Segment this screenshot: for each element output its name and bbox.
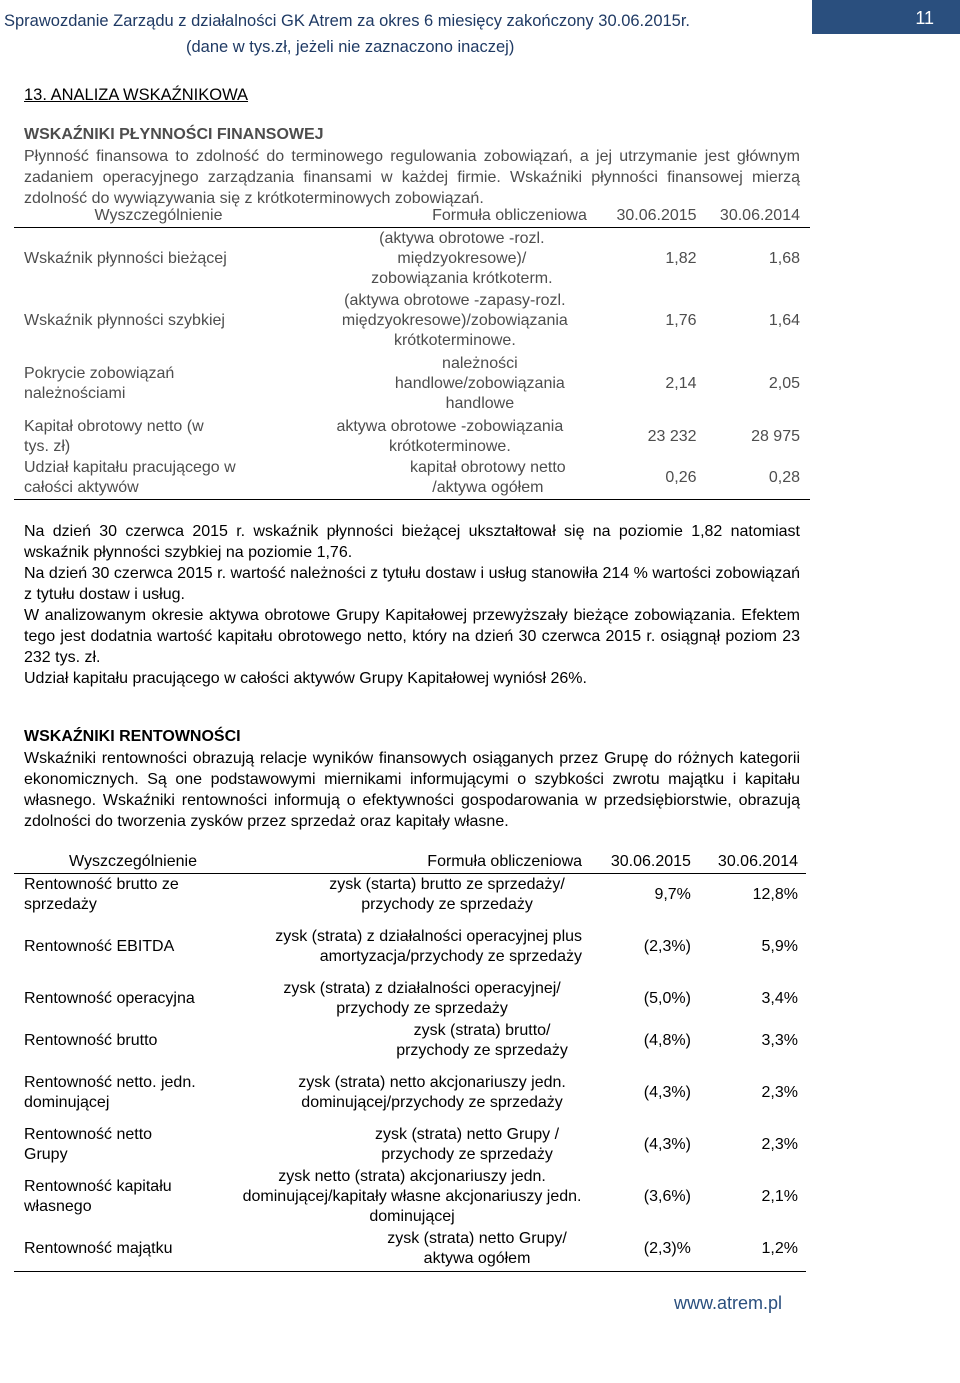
- row-label-text: Rentowność netto. jedn. dominującej: [24, 1073, 196, 1111]
- value-2015: (4,3%): [643, 1135, 691, 1153]
- value-2014: 2,3%: [761, 1135, 798, 1153]
- value-2015: 1,76: [665, 311, 697, 329]
- value-2014: 5,9%: [761, 937, 798, 955]
- value-2015: (3,6%): [643, 1187, 691, 1205]
- row-label-text: Pokrycie zobowiązań należnościami: [24, 364, 175, 402]
- row-label: Rentowność majątku: [14, 1228, 242, 1272]
- report-units-note: (dane w tys.zł, jeżeli nie zaznaczono inaczej): [186, 38, 515, 56]
- row-formula: [293, 290, 587, 352]
- header-cell: 30.06.2015: [587, 205, 697, 228]
- row-label: [14, 1124, 242, 1166]
- value-2014: 2,05: [768, 374, 800, 392]
- value-2014: 1,64: [768, 311, 800, 329]
- table-row: [14, 458, 810, 500]
- value-2015: 2,14: [665, 374, 697, 392]
- value-2014: 3,3%: [761, 1031, 798, 1049]
- row-label: Rentowność EBITDA: [24, 937, 175, 955]
- row-label: Rentowność brutto: [24, 1031, 158, 1049]
- table-row: [14, 290, 810, 352]
- row-formula: [242, 1124, 582, 1166]
- liquidity-summary-p1: Na dzień 30 czerwca 2015 r. wskaźnik płynności bieżącej ukształtował się na poziomie 1,82 natomiast wskaźnik płynności szybkiej na poziomie 1,76.: [24, 523, 800, 561]
- liquidity-summary-p3: W analizowanym okresie aktywa obrotowe Grupy Kapitałowej przewyższały bieżące zobowiązania. Efektem tego jest dodatnia wartość kapitału obrotowego netto, który na dzień 30 czerwca 2015 r. osiągnął poziom 23 232 tys. zł.: [24, 607, 800, 666]
- liquidity-heading: WSKAŹNIKI PŁYNNOŚCI FINANSOWEJ: [24, 126, 324, 143]
- table-row: [14, 874, 806, 916]
- table-row: [14, 1166, 806, 1228]
- header-cell: Formuła obliczeniowa: [242, 851, 582, 874]
- table-row: [14, 1062, 806, 1124]
- value-2014: 12,8%: [752, 885, 798, 903]
- page-header: [0, 0, 960, 66]
- value-2014: 2,3%: [761, 1083, 798, 1101]
- row-label: [14, 352, 293, 416]
- row-formula: [293, 228, 587, 290]
- table-row: [14, 1124, 806, 1166]
- liquidity-summary-p4: Udział kapitału pracującego w całości aktywów Grupy Kapitałowej wyniósł 26%.: [24, 670, 587, 687]
- table-row: [14, 228, 810, 290]
- row-formula: [293, 458, 587, 500]
- value-2014: 3,4%: [761, 989, 798, 1007]
- header-cell: 30.06.2015: [582, 851, 691, 874]
- value-2014: 1,2%: [691, 1228, 806, 1272]
- header-cell: Wyszczególnienie: [14, 205, 293, 228]
- row-formula: [293, 352, 587, 416]
- formula-text: (aktywa obrotowe -zapasy-rozl. międzyokresowe)/zobowiązania krótkoterminowe.: [341, 291, 568, 349]
- liquidity-intro-p2: Wskaźniki płynności finansowej mierzą zdolność do wywiązywania się z krótkoterminowych zobowiązań.: [24, 169, 800, 207]
- page-number-badge: [812, 0, 960, 34]
- liquidity-intro-p1: Płynność finansowa to zdolność do terminowego regulowania zobowiązań, a jej utrzymanie jest głównym zadaniem operacyjnego zarządzania finansami w każdej firmie.: [24, 148, 800, 186]
- row-label: Wskaźnik płynności szybkiej: [24, 311, 225, 329]
- page-number: 11: [915, 8, 934, 28]
- formula-text: zysk (strata) netto Grupy/ aktywa ogółem: [387, 1230, 567, 1268]
- formula-text: zysk (strata) netto akcjonariuszy jedn. dominującej/przychody ze sprzedaży: [298, 1073, 566, 1111]
- header-cell: 30.06.2014: [691, 851, 806, 874]
- row-label-text: Kapitał obrotowy netto (w tys. zł): [24, 417, 204, 455]
- formula-text: kapitał obrotowy netto /aktywa ogółem: [410, 459, 566, 497]
- table-header-row: [14, 205, 810, 228]
- row-formula: [242, 916, 582, 978]
- formula-text: aktywa obrotowe -zobowiązania krótkoterminowe.: [336, 417, 564, 455]
- header-cell: Formuła obliczeniowa: [293, 205, 587, 228]
- row-label-text: Rentowność brutto ze sprzedaży: [24, 875, 179, 913]
- row-label: [14, 416, 293, 458]
- formula-text: zysk (strata) brutto/ przychody ze sprzedaży: [396, 1021, 568, 1059]
- row-formula: [242, 874, 582, 916]
- value-2015: 0,26: [587, 458, 697, 500]
- table-row: [14, 1020, 806, 1062]
- row-label-text: Rentowność kapitału własnego: [24, 1177, 172, 1215]
- table-header-row: [14, 851, 806, 874]
- header-cell: 30.06.2014: [697, 205, 810, 228]
- row-formula: [242, 1228, 582, 1272]
- value-2014: 0,28: [697, 458, 810, 500]
- value-2015: (2,3%): [643, 937, 691, 955]
- row-formula: [242, 978, 582, 1020]
- row-label: [14, 458, 293, 500]
- footer-website-link[interactable]: www.atrem.pl: [674, 1293, 783, 1313]
- formula-text: zysk (starta) brutto ze sprzedaży/ przychody ze sprzedaży: [329, 875, 565, 913]
- row-formula: [242, 1062, 582, 1124]
- row-label: [14, 1062, 242, 1124]
- value-2015: 23 232: [647, 427, 697, 445]
- value-2014: 28 975: [751, 427, 800, 445]
- profitability-heading: WSKAŹNIKI RENTOWNOŚCI: [24, 728, 241, 745]
- formula-text: zysk netto (strata) akcjonariuszy jedn. dominującej/kapitały własne akcjonariuszy jedn. dominującej: [242, 1167, 582, 1225]
- formula-text: należności handlowe/zobowiązania handlowe: [394, 354, 565, 412]
- value-2015: (5,0%): [643, 989, 691, 1007]
- row-label: Rentowność operacyjna: [24, 989, 195, 1007]
- profitability-intro: Wskaźniki rentowności obrazują relacje wyników finansowych osiąganych przez Grupę do różnych kategorii ekonomicznych. Są one podstawowymi miernikami informującymi o szybkości zwrotu majątku i kapitału własnego. Wskaźniki rentowności informują o efektywności gospodarowania w przedsiębiorstwie, obrazują zdolności do tworzenia zysków przez sprzedaż oraz kapitały własne.: [24, 750, 800, 830]
- liquidity-intro: [24, 146, 800, 209]
- liquidity-summary-p2: Na dzień 30 czerwca 2015 r. wartość należności z tytułu dostaw i usług stanowiła 214 % wartości zobowiązań z tytułu dostaw i usług.: [24, 565, 800, 603]
- value-2015: 9,7%: [654, 885, 691, 903]
- formula-text: zysk (strata) z działalności operacyjnej plus amortyzacja/przychody ze sprzedaży: [275, 927, 583, 965]
- table-row: [14, 352, 810, 416]
- report-title: Sprawozdanie Zarządu z działalności GK Atrem za okres 6 miesięcy zakończony 30.06.2015r.: [4, 12, 691, 30]
- table-row: [14, 916, 806, 978]
- table-row: [14, 416, 810, 458]
- row-formula: [293, 416, 587, 458]
- profitability-table: [14, 851, 806, 1272]
- value-2015: (4,8%): [643, 1031, 691, 1049]
- row-label: [14, 1166, 242, 1228]
- row-label-text: Udział kapitału pracującego w całości aktywów: [24, 459, 236, 497]
- value-2015: 1,82: [665, 249, 697, 267]
- formula-text: (aktywa obrotowe -rozl. międzyokresowe)/ zobowiązania krótkoterm.: [371, 229, 553, 287]
- value-2014: 2,1%: [761, 1187, 798, 1205]
- formula-text: zysk (strata) z działalności operacyjnej/ przychody ze sprzedaży: [283, 979, 561, 1017]
- row-label: Wskaźnik płynności bieżącej: [24, 249, 227, 267]
- row-label: [14, 874, 242, 916]
- formula-text: zysk (strata) netto Grupy / przychody ze sprzedaży: [375, 1125, 560, 1163]
- section-title: 13. ANALIZA WSKAŹNIKOWA: [24, 86, 249, 104]
- row-formula: [242, 1166, 582, 1228]
- row-label-text: Rentowność netto Grupy: [24, 1125, 153, 1163]
- liquidity-table: [14, 205, 810, 500]
- header-cell: Wyszczególnienie: [14, 851, 242, 874]
- value-2015: (4,3%): [643, 1083, 691, 1101]
- value-2015: (2,3)%: [582, 1228, 691, 1272]
- table-row: [14, 978, 806, 1020]
- table-row: [14, 1228, 806, 1272]
- row-formula: [242, 1020, 582, 1062]
- value-2014: 1,68: [768, 249, 800, 267]
